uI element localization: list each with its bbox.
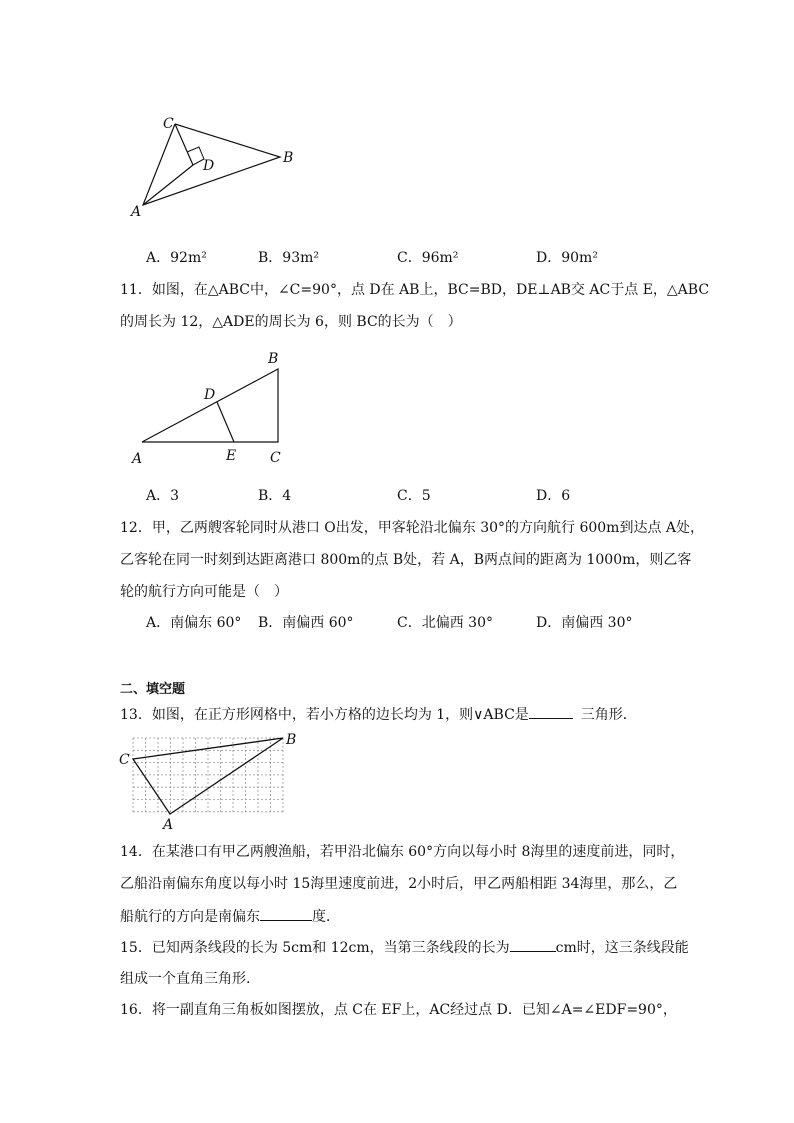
q11-option-a[interactable]: A．3 (146, 488, 180, 504)
q10-label-b: B (283, 150, 294, 166)
q13-label-a: A (163, 817, 174, 833)
q15-stem-line2: 组成一个直角三角形. (120, 971, 251, 987)
q11-triangle-abc (142, 369, 278, 442)
q14-stem-line1: 14．在某港口有甲乙两艘渔船，若甲沿北偏东 60°方向以每小时 8海里的速度前进，同时， (120, 844, 685, 860)
q15-stem-line1: 15．已知两条线段的长为 5cm和 12cm，当第三条线段的长为 cm时，这三条线段能 (120, 937, 689, 958)
q11-option-d[interactable]: D．6 (536, 488, 571, 504)
q10-option-a[interactable]: A．92m² (146, 250, 207, 266)
q11-stem-line2: 的周长为 12，△ADE的周长为 6，则 BC的长为（ ） (120, 314, 462, 330)
q10-figure (125, 110, 305, 225)
q12-stem-line1: 12．甲，乙两艘客轮同时从港口 O出发，甲客轮沿北偏东 30°的方向航行 600m到达点 A处， (120, 520, 705, 536)
q14-stem-line3: 船航行的方向是南偏东 度． (120, 906, 340, 927)
q11-option-c[interactable]: C．5 (397, 488, 431, 504)
q11-label-e: E (226, 448, 237, 464)
q10-label-c: C (163, 116, 174, 132)
q13-label-c: C (119, 752, 130, 768)
q12-stem-line2: 乙客轮在同一时刻到达距离港口 800m的点 B处，若 A，B两点间的距离为 1000m，则乙客 (120, 552, 692, 568)
q10-option-b[interactable]: B．93m² (258, 250, 319, 266)
q14-stem-line2: 乙船沿南偏东角度以每小时 15海里速度前进，2小时后，甲乙两船相距 34海里，那么，乙 (120, 876, 678, 892)
q12-option-d[interactable]: D．南偏西 30° (536, 615, 633, 631)
q11-label-b: B (268, 351, 279, 367)
q13-grid-figure (115, 728, 305, 833)
q10-label-d: D (203, 158, 215, 174)
q10-option-d[interactable]: D．90m² (536, 250, 598, 266)
q10-option-c[interactable]: C．96m² (397, 250, 459, 266)
q13-stem: 13．如图，在正方形网格中，若小方格的边长均为 1，则∨ABC是 三角形． (120, 704, 637, 725)
q12-option-b[interactable]: B．南偏西 60° (258, 615, 354, 631)
q11-stem-line1: 11．如图，在△ABC中，∠C=90°，点 D在 AB上，BC=BD，DE⊥AB交 AC于点 E，△ABC (120, 282, 710, 298)
q16-stem-line1: 16．将一副直角三角板如图摆放，点 C在 EF上，AC经过点 D．已知∠A=∠EDF=90°， (120, 1002, 677, 1018)
q12-option-a[interactable]: A．南偏东 60° (146, 615, 242, 631)
q11-option-b[interactable]: B．4 (258, 488, 292, 504)
q13-label-b: B (286, 732, 297, 748)
q11-figure (130, 345, 295, 470)
q10-segment-cd (175, 124, 193, 165)
q13-answer-blank[interactable] (529, 704, 573, 719)
q11-label-d: D (204, 387, 216, 403)
q11-segment-de (217, 402, 234, 442)
q15-answer-blank[interactable] (510, 937, 556, 952)
q12-stem-line3: 轮的航行方向可能是（ ） (120, 584, 288, 600)
q11-label-c: C (270, 450, 281, 466)
q10-label-a: A (131, 204, 142, 220)
q12-option-c[interactable]: C．北偏西 30° (397, 615, 493, 631)
q11-label-a: A (132, 451, 143, 467)
section-title-fill-in: 二、填空题 (120, 682, 186, 697)
q14-answer-blank[interactable] (260, 906, 312, 921)
